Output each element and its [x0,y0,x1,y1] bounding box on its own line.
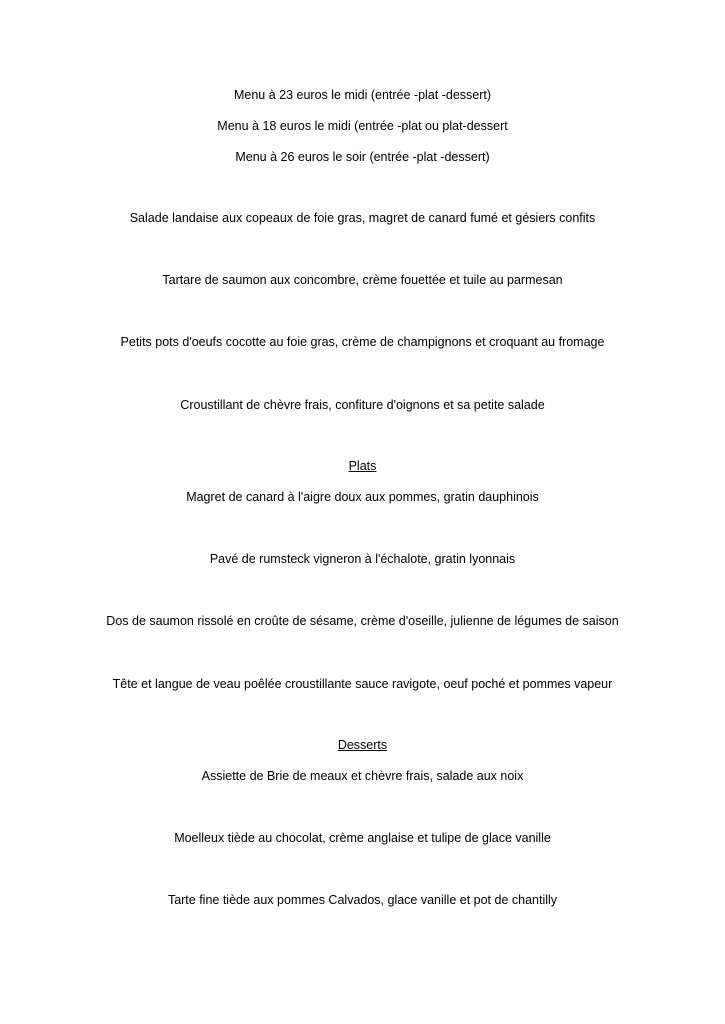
dessert-item: Assiette de Brie de meaux et chèvre frais, salade aux noix [201,769,524,783]
entree-item: Salade landaise aux copeaux de foie gras, magret de canard fumé et gésiers confits [129,211,596,225]
dessert-item: Moelleux tiède au chocolat, crème anglaise et tulipe de glace vanille [174,831,551,845]
plats-heading: Plats [348,459,377,473]
plat-item: Pavé de rumsteck vigneron à l'échalote, gratin lyonnais [209,552,516,566]
menu-option-lunch-23: Menu à 23 euros le midi (entrée -plat -dessert) [233,88,492,102]
menu-option-dinner-26: Menu à 26 euros le soir (entrée -plat -dessert) [235,150,490,164]
menu-option-lunch-18: Menu à 18 euros le midi (entrée -plat ou plat-dessert [217,119,508,133]
plat-item: Magret de canard à l'aigre doux aux pommes, gratin dauphinois [186,490,539,504]
plat-item: Dos de saumon rissolé en croûte de sésame, crème d'oseille, julienne de légumes de saison [106,614,619,628]
plat-item: Tête et langue de veau poêlée croustillante sauce ravigote, oeuf poché et pommes vapeur [112,677,613,691]
entree-item: Croustillant de chèvre frais, confiture d'oignons et sa petite salade [180,398,545,412]
dessert-item: Tarte fine tiède aux pommes Calvados, glace vanille et pot de chantilly [167,893,558,907]
desserts-heading: Desserts [337,738,388,752]
entree-item: Petits pots d'oeufs cocotte au foie gras, crème de champignons et croquant au fromage [120,335,605,349]
entree-item: Tartare de saumon aux concombre, crème fouettée et tuile au parmesan [162,273,563,287]
